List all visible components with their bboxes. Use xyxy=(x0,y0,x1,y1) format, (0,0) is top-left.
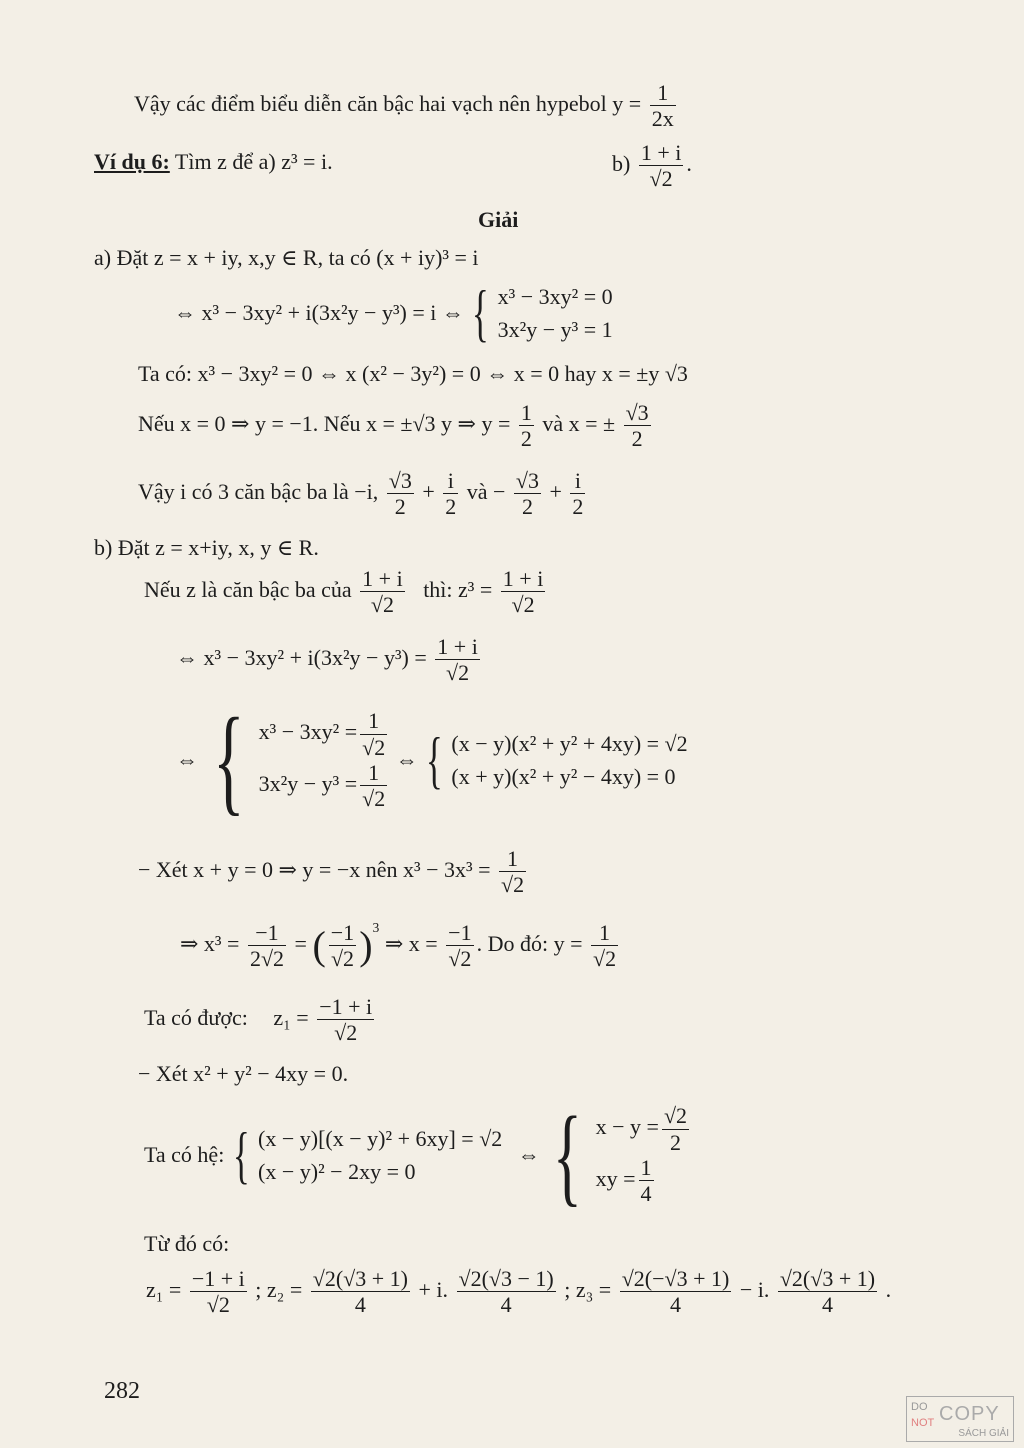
stamp-copy: COPY xyxy=(939,1403,1000,1425)
example-label: Ví dụ 6: xyxy=(94,149,170,174)
denominator: √2 xyxy=(330,946,355,972)
system-b-row-1: (x − y)(x² + y² + 4xy) = √2 xyxy=(451,731,688,756)
numerator: 1 xyxy=(591,920,618,946)
denominator: 2√2 xyxy=(249,946,285,972)
denominator: 2 xyxy=(572,494,584,520)
conclusion-text: Vậy các điểm biểu diễn căn bậc hai vạch nên hypebol y = xyxy=(134,90,642,116)
denominator: 2 xyxy=(445,494,457,520)
fraction xyxy=(190,1266,247,1318)
part-b-neu xyxy=(144,566,548,618)
denominator: √2 xyxy=(446,660,470,686)
numerator: i xyxy=(570,468,585,494)
tacoduoc-text: Ta có được: xyxy=(144,1004,248,1030)
he-row-2: (x − y)² − 2xy = 0 xyxy=(258,1159,416,1184)
system-brace: { xyxy=(232,1119,250,1190)
numerator: −1 xyxy=(248,920,286,946)
system xyxy=(498,280,613,346)
equation-text: ⇔ x³ − 3xy² + i(3x²y − y³) = i ⇔ xyxy=(174,299,464,325)
fraction xyxy=(620,1266,732,1318)
copy-stamp xyxy=(906,1396,1014,1442)
part-b-tudo: Từ đó có: xyxy=(144,1231,230,1256)
denominator: 4 xyxy=(640,1181,652,1207)
row-text: 3x²y − y³ = xyxy=(258,770,358,796)
fraction xyxy=(499,846,526,898)
he2-row-1 xyxy=(596,1103,692,1155)
stamp-do: DO xyxy=(911,1401,928,1413)
example-heading xyxy=(94,150,333,174)
numerator: 1 + i xyxy=(362,566,403,591)
system-b xyxy=(451,727,687,793)
part-b-eq1 xyxy=(176,634,483,686)
denominator: 2 xyxy=(669,1129,681,1155)
solution-title: Giải xyxy=(478,207,519,232)
numerator: 1 xyxy=(360,708,387,734)
system-a-row-2 xyxy=(259,760,391,812)
part-a-equation xyxy=(174,277,613,348)
numerator: 1 xyxy=(520,400,532,425)
dodo-text: . Do đó: y = xyxy=(476,930,583,956)
system-row-1: x³ − 3xy² = 0 xyxy=(497,284,613,309)
part-b-system xyxy=(176,693,688,826)
he2-row-2 xyxy=(596,1155,692,1207)
iff-symbol: ⇔ xyxy=(176,746,198,772)
part-b-he xyxy=(144,1094,692,1216)
denominator: 2 xyxy=(520,426,532,452)
denominator: 2 xyxy=(394,494,406,520)
denominator: 4 xyxy=(670,1292,681,1318)
thi-text: thì: z³ = xyxy=(423,576,493,602)
z1-label: z₁ = xyxy=(146,1276,182,1302)
denominator: 2 xyxy=(631,426,643,452)
system-brace: { xyxy=(212,693,245,826)
numerator: √3 xyxy=(388,468,412,493)
numerator: −1 + i xyxy=(191,1266,245,1291)
page-number: 282 xyxy=(104,1378,140,1404)
fraction xyxy=(248,920,286,972)
fraction xyxy=(778,1266,877,1318)
denominator: √2 xyxy=(448,946,472,972)
denominator: 2x xyxy=(651,106,674,132)
part-b-label: b) xyxy=(612,150,631,176)
neu-text: Nếu z là căn bậc ba của xyxy=(144,576,352,602)
fraction xyxy=(501,566,546,618)
numerator: √2(√3 + 1) xyxy=(312,1266,408,1291)
root-fraction-4 xyxy=(570,468,585,520)
denominator: √2 xyxy=(334,1020,358,1046)
numerator: 1 + i xyxy=(502,566,544,591)
part-b-x-cube xyxy=(180,920,621,972)
denominator: √2 xyxy=(649,166,673,192)
numerator: √3 xyxy=(625,400,649,425)
final-roots xyxy=(146,1266,891,1318)
system-he xyxy=(258,1122,502,1188)
iff-symbol: ⇔ xyxy=(395,746,418,772)
imp-text: ⇒ x³ = xyxy=(180,930,240,956)
denominator: √2 xyxy=(362,734,386,760)
system-a-row-1 xyxy=(259,708,391,760)
fraction xyxy=(317,994,374,1046)
equals-sign: = xyxy=(294,930,307,956)
fraction xyxy=(662,1103,689,1155)
left-paren: ( xyxy=(312,922,326,968)
numerator: 1 + i xyxy=(437,634,478,659)
part-b-xet2: − Xét x² + y² − 4xy = 0. xyxy=(138,1061,349,1086)
fraction xyxy=(360,760,387,812)
y-fraction xyxy=(519,400,534,452)
numerator: 1 xyxy=(360,760,387,786)
root-fraction-2 xyxy=(443,468,458,520)
fraction xyxy=(435,634,480,686)
numerator: √2(√3 + 1) xyxy=(779,1266,876,1291)
x-fraction xyxy=(624,400,651,452)
example-part-b: b) $\frac{1 + i}{√2}$ . xyxy=(612,140,692,192)
part-b-xet1 xyxy=(138,846,529,898)
numerator: √2(√3 − 1) xyxy=(458,1266,554,1291)
stamp-not: NOT xyxy=(911,1417,935,1429)
plus-sign: + xyxy=(549,478,562,504)
fraction xyxy=(639,1155,654,1207)
conclusion-line xyxy=(134,80,679,132)
root-fraction-1 xyxy=(387,468,414,520)
fraction xyxy=(446,920,473,972)
plus-sign: + xyxy=(422,478,435,504)
denominator: √2 xyxy=(501,872,525,898)
numerator: −1 xyxy=(448,920,472,945)
iff-symbol: ⇔ xyxy=(517,1141,540,1167)
numerator: 1 xyxy=(650,80,676,106)
system-he2 xyxy=(596,1103,692,1206)
numerator: 1 xyxy=(499,846,526,872)
vay-text: Vậy i có 3 căn bậc ba là −i, xyxy=(138,478,379,504)
right-paren: ) xyxy=(359,922,373,968)
row-text: xy = xyxy=(595,1165,636,1191)
fraction xyxy=(360,708,387,760)
root-fraction-3 xyxy=(514,468,541,520)
z2-label: ; z₂ = xyxy=(255,1276,303,1302)
z3-label: ; z₃ = xyxy=(564,1276,612,1302)
numerator: −1 xyxy=(330,920,355,945)
fraction xyxy=(591,920,618,972)
exponent: 3 xyxy=(372,920,380,935)
fraction xyxy=(360,566,405,618)
system-brace: { xyxy=(426,724,444,795)
numerator: √2 xyxy=(663,1103,688,1129)
fraction xyxy=(311,1266,410,1318)
period: . xyxy=(885,1276,892,1302)
part-a-intro: a) Đặt z = x + iy, x,y ∈ R, ta có (x + iy)³ = i xyxy=(94,245,479,270)
system-brace: { xyxy=(472,277,490,348)
denominator: √2 xyxy=(370,592,394,618)
part-b-intro: b) Đặt z = x+iy, x, y ∈ R. xyxy=(94,535,319,560)
plus-i: + i. xyxy=(418,1276,448,1302)
row-text: x³ − 3xy² = xyxy=(258,719,358,745)
part-b-z1 xyxy=(144,994,377,1046)
denominator: √2 xyxy=(206,1292,230,1318)
system-a xyxy=(259,708,391,811)
hyperbola-fraction xyxy=(650,80,676,132)
system-brace: { xyxy=(553,1094,583,1216)
equation-text: ⇔ x³ − 3xy² + i(3x²y − y³) = xyxy=(176,644,427,670)
neu-text: Nếu x = 0 ⇒ y = −1. Nếu x = ±√3 y ⇒ y = xyxy=(138,410,511,436)
numerator: √2(−√3 + 1) xyxy=(621,1266,730,1291)
part-a-conclusion xyxy=(138,468,588,520)
part-b-fraction xyxy=(639,140,684,192)
denominator: √2 xyxy=(593,946,617,972)
va-text: và − xyxy=(466,478,506,504)
he-row-1: (x − y)[(x − y)² + 6xy] = √2 xyxy=(258,1126,503,1151)
system-row-2: 3x²y − y³ = 1 xyxy=(497,317,613,342)
denominator: 4 xyxy=(354,1292,366,1318)
fraction xyxy=(329,920,356,972)
minus-i: − i. xyxy=(739,1276,770,1302)
numerator: −1 + i xyxy=(319,994,373,1019)
row-text: x − y = xyxy=(595,1114,659,1140)
numerator: 1 xyxy=(640,1155,652,1180)
denominator: 2 xyxy=(521,494,533,520)
neu-mid-text: và x = ± xyxy=(542,410,616,436)
denominator: 4 xyxy=(821,1292,833,1318)
denominator: √2 xyxy=(511,592,535,618)
part-a-taco: Ta có: x³ − 3xy² = 0 ⇔ x (x² − 3y²) = 0 ⇔ x = 0 hay x = ±y √3 xyxy=(138,361,688,386)
numerator: 1 + i xyxy=(640,140,682,165)
example-text: Tìm z để a) z³ = i. xyxy=(174,149,333,174)
denominator: √2 xyxy=(362,786,386,812)
numerator: √3 xyxy=(515,468,539,493)
tacohe-text: Ta có hệ: xyxy=(144,1141,225,1167)
imp2-text: ⇒ x = xyxy=(384,930,438,956)
denominator: 4 xyxy=(500,1292,512,1318)
part-a-neu xyxy=(138,400,654,452)
z1-label: z₁ = xyxy=(273,1004,309,1030)
system-b-row-2: (x + y)(x² + y² − 4xy) = 0 xyxy=(451,764,676,789)
fraction xyxy=(457,1266,556,1318)
numerator: i xyxy=(443,468,458,494)
xet-text: − Xét x + y = 0 ⇒ y = −x nên x³ − 3x³ = xyxy=(138,856,491,882)
stamp-brand: SÁCH GIẢI xyxy=(958,1428,1009,1439)
